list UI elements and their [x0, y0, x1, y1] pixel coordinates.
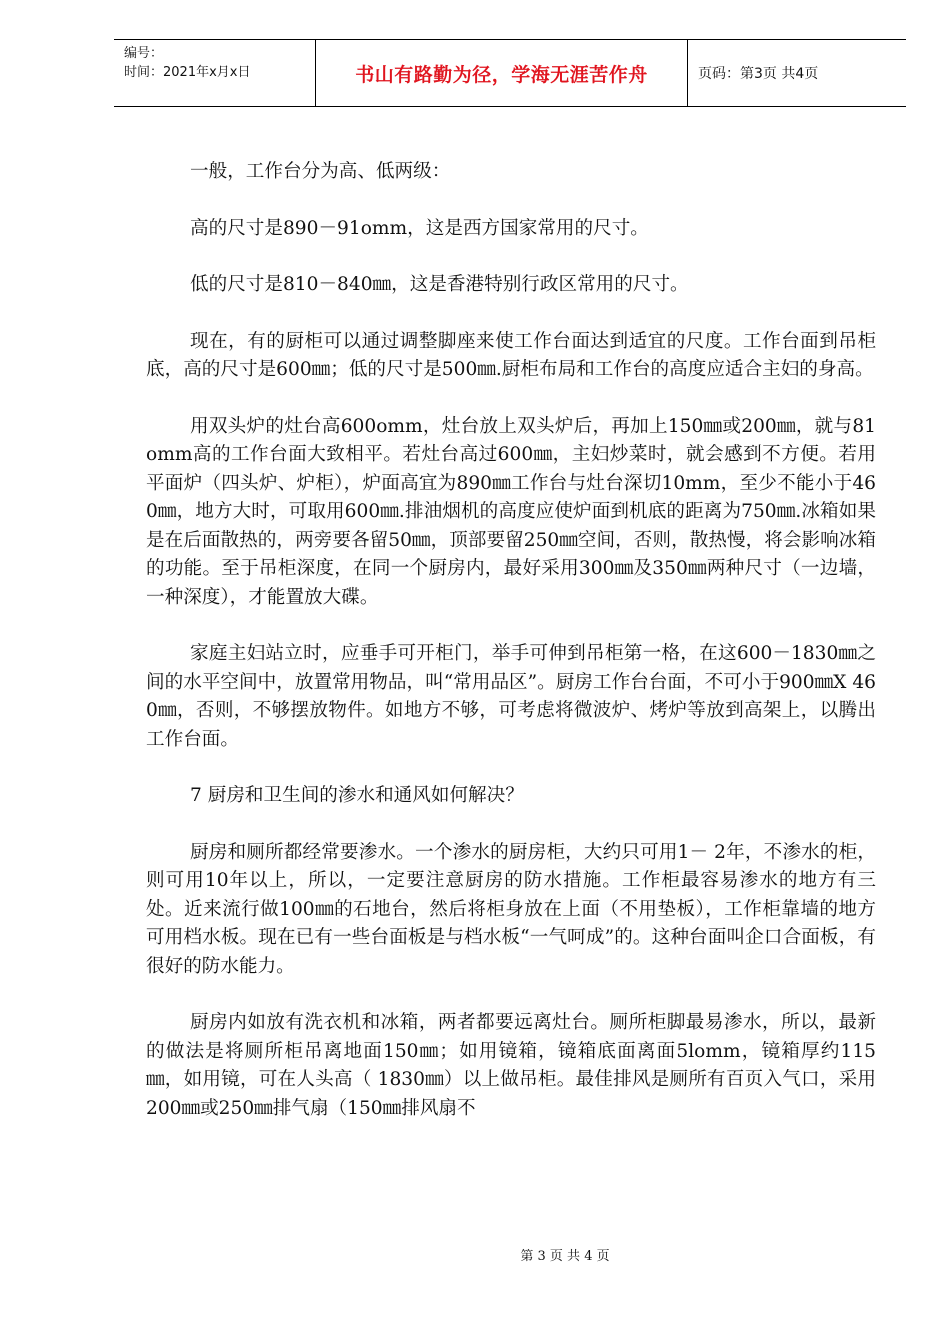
header-page-info: 页码：第3页 共4页 — [698, 66, 819, 82]
header-number-label: 编号： — [124, 46, 164, 61]
paragraph: 厨房内如放有洗衣机和冰箱，两者都要远离灶台。厕所柜脚最易渗水，所以，最新的做法是将厕所柜吊离地面150㎜；如用镜箱，镜箱底面离面5lomm，镜箱厚约115㎜，如用镜，可在人头高（ 1830㎜）以上做吊柜。最佳排风是厕所有百页入气口，采用200㎜或250㎜排气扇（150㎜排风扇不 — [146, 1012, 876, 1119]
header-meta — [114, 40, 316, 106]
page-footer: 第 3 页 共 4 页 — [520, 1249, 610, 1264]
header-time-label: 时间：2021年x月x日 — [124, 65, 251, 80]
paragraph: 厨房和厕所都经常要渗水。一个渗水的厨房柜，大约只可用1－ 2年，不渗水的柜，则可用10年以上，所以，一定要注意厨房的防水措施。工作柜最容易渗水的地方有三处。近来流行做100㎜的石地台，然后将柜身放在上面（不用垫板），工作柜靠墙的地方可用档水板。现在已有一些台面板是与档水板“一气呵成”的。这种台面叫企口合面板，有很好的防水能力。 — [146, 841, 876, 977]
paragraph: 高的尺寸是890－91omm，这是西方国家常用的尺寸。 — [190, 217, 649, 239]
paragraph: 现在，有的厨柜可以通过调整脚座来使工作台面达到适宜的尺度。工作台面到吊柜底，高的尺寸是600㎜；低的尺寸是500㎜.厨柜布局和工作台的高度应适合主妇的身高。 — [146, 330, 876, 380]
paragraph: 低的尺寸是810－840㎜，这是香港特别行政区常用的尺寸。 — [190, 274, 689, 295]
section-heading: 7 厨房和卫生间的渗水和通风如何解决？ — [190, 785, 524, 806]
paragraph: 用双头炉的灶台高600omm，灶台放上双头炉后，再加上150㎜或200㎜，就与81 omm高的工作台面大致相平。若灶台高过600㎜，主妇炒菜时，就会感到不方便。若用平面炉（四头炉、炉柜），炉面高宜为890㎜工作台与灶台深切10mm，至少不能小于460㎜，地方大时，可取用600㎜.排油烟机的高度应使炉面到机底的距离为750㎜.冰箱如果是在后面散热的，两旁要各留50㎜，顶部要留250㎜空间，否则，散热慢，将会影响冰箱的功能。至于吊柜深度，在同一个厨房内，最好采用300㎜及350㎜两种尺寸（一边墙，一种深度），才能置放大碟。 — [146, 415, 876, 608]
paragraph: 家庭主妇站立时，应垂手可开柜门，举手可伸到吊柜第一格，在这600－1830㎜之间的水平空间中，放置常用物品，叫“常用品区”。厨房工作台台面，不可小于900㎜X 460㎜，否则，不够摆放物件。如地方不够，可考虑将微波炉、烤炉等放到高架上，以腾出工作台面。 — [146, 643, 876, 750]
document-body — [146, 158, 876, 1151]
page-header — [114, 39, 906, 107]
paragraph: 一般，工作台分为高、低两级： — [190, 161, 451, 182]
header-motto: 书山有路勤为径，学海无涯苦作舟 — [316, 40, 688, 106]
